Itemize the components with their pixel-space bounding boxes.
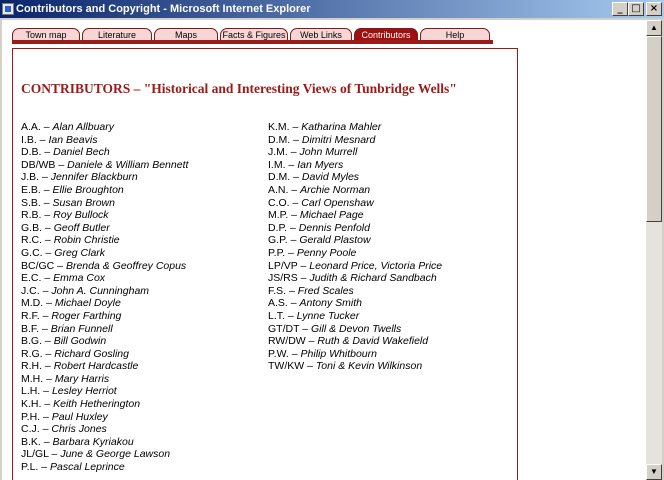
contributor-initials: L.H.	[21, 385, 41, 398]
contributor-name: Dimitri Mesnard	[301, 133, 376, 146]
separator-dash: –	[288, 209, 300, 222]
contributor-name: Penny Poole	[296, 246, 357, 259]
separator-dash: –	[297, 259, 310, 272]
contributor-item	[21, 209, 188, 222]
contributor-initials: B.K.	[21, 435, 41, 448]
separator-dash: –	[289, 121, 302, 133]
separator-dash: –	[39, 309, 52, 322]
contributor-initials: B.F.	[21, 322, 40, 335]
page-content	[2, 20, 646, 480]
contributor-initials: M.D.	[21, 297, 44, 310]
contributor-name: Pascal Leprince	[50, 461, 125, 474]
contributor-item	[21, 398, 188, 411]
contributor-initials: A.N.	[268, 183, 289, 196]
contributor-name: John A. Cunningham	[51, 284, 150, 297]
contributor-initials: S.B.	[21, 196, 41, 209]
contributor-initials: D.B.	[21, 146, 42, 159]
tab-label: Facts & Figures	[222, 30, 286, 40]
contributor-item	[21, 134, 188, 147]
contributor-name: Chris Jones	[51, 423, 107, 436]
page-title: CONTRIBUTORS – "Historical and Interesting Views of Tunbridge Wells"	[21, 81, 457, 96]
separator-dash: –	[286, 284, 298, 297]
separator-dash: –	[40, 183, 53, 196]
contributor-initials: B.G.	[21, 335, 43, 348]
separator-dash: –	[287, 297, 300, 310]
contributor-name: Emma Cox	[53, 272, 106, 285]
separator-dash: –	[287, 146, 300, 159]
contributor-initials: LP/VP	[268, 259, 298, 272]
contributor-name: Bill Godwin	[53, 335, 107, 348]
separator-dash: –	[42, 335, 54, 348]
contributor-initials: J.B.	[21, 171, 40, 184]
window-title: Contributors and Copyright - Microsoft Internet Explorer	[16, 3, 311, 15]
window-title-bar	[0, 0, 664, 18]
separator-dash: –	[41, 146, 54, 159]
contributor-item	[21, 121, 188, 134]
contributor-name: Robert Hardcastle	[53, 360, 139, 373]
contributor-item	[21, 335, 188, 348]
contributor-initials: JL/GL	[21, 448, 49, 461]
contributor-item	[268, 171, 442, 184]
contributor-initials: RW/DW	[268, 335, 306, 348]
contributor-initials: C.O.	[268, 196, 290, 209]
contributor-initials: D.M.	[268, 133, 291, 146]
contributor-initials: DB/WB	[21, 158, 56, 171]
contributor-name: Alan Allbuary	[52, 121, 115, 133]
contributor-name: Daniele & William Bennett	[67, 158, 189, 171]
separator-dash: –	[290, 171, 302, 184]
contributor-name: Philip Whitbourn	[300, 347, 377, 360]
separator-dash: –	[297, 272, 310, 285]
separator-dash: –	[43, 372, 55, 385]
contributor-name: Richard Gosling	[54, 347, 129, 360]
contributor-item	[21, 197, 188, 210]
maximize-icon[interactable]: □	[628, 2, 644, 16]
contributor-initials: R.H.	[21, 360, 42, 373]
contributor-name: Michael Doyle	[54, 297, 121, 310]
vertical-scrollbar[interactable]	[646, 20, 662, 480]
contributor-item	[21, 310, 188, 323]
contributor-item	[21, 146, 188, 159]
contributor-name: John Murrell	[299, 146, 358, 159]
contributor-initials: L.T.	[268, 309, 285, 322]
contributor-name: Ian Beavis	[48, 133, 98, 146]
contributor-name: Barbara Kyriakou	[52, 435, 134, 448]
separator-dash: –	[284, 309, 297, 322]
contributor-name: Robin Christie	[53, 234, 120, 247]
contributor-name: Dennis Penfold	[298, 221, 370, 234]
tab-label: Literature	[97, 30, 137, 40]
contributor-name: Daniel Bech	[53, 146, 110, 159]
contributor-initials: E.B.	[21, 183, 41, 196]
contributor-initials: GT/DT	[268, 322, 300, 335]
contributor-item	[21, 423, 188, 436]
contributor-item	[268, 134, 442, 147]
scroll-thumb[interactable]	[646, 36, 662, 222]
contributor-initials: P.L.	[21, 461, 39, 474]
contributor-initials: JS/RS	[268, 272, 298, 285]
contributor-name: Brenda & Geoffrey Copus	[65, 259, 187, 272]
contributor-initials: R.F.	[21, 309, 40, 322]
contributor-initials: R.B.	[21, 209, 42, 222]
contributor-name: Geoff Butler	[53, 221, 110, 234]
separator-dash: –	[40, 385, 52, 398]
contributor-name: Antony Smith	[299, 297, 362, 310]
contributor-initials: P.H.	[21, 410, 41, 423]
contributor-item	[21, 360, 188, 373]
contributor-initials: D.P.	[268, 221, 288, 234]
tab-label: Maps	[174, 30, 197, 40]
contributor-item	[21, 436, 188, 449]
close-icon[interactable]: ×	[646, 2, 662, 16]
contributor-initials: K.H.	[21, 398, 42, 411]
separator-dash: –	[42, 360, 54, 373]
contributor-name: Ellie Broughton	[52, 183, 124, 196]
contributor-item	[21, 260, 188, 273]
contributors-right-column	[268, 121, 442, 373]
contributor-item	[268, 197, 442, 210]
contributor-name: Roger Farthing	[51, 309, 122, 322]
contributor-initials: G.B.	[21, 221, 43, 234]
contributor-item	[268, 335, 442, 348]
contributor-name: Lynne Tucker	[296, 309, 360, 322]
contributor-item	[268, 310, 442, 323]
separator-dash: –	[287, 221, 299, 234]
separator-dash: –	[39, 423, 52, 436]
contributor-item	[268, 260, 442, 273]
contributor-name: Michael Page	[299, 209, 364, 222]
tab-underline	[12, 40, 493, 44]
separator-dash: –	[40, 196, 53, 209]
separator-dash: –	[42, 246, 55, 259]
contributor-item	[268, 297, 442, 310]
contributor-item	[21, 184, 188, 197]
contributor-item	[21, 171, 188, 184]
contributor-initials: E.C.	[21, 272, 42, 285]
contributor-item	[268, 360, 442, 373]
separator-dash: –	[285, 158, 298, 171]
contributor-name: Ruth & David Wakefield	[317, 335, 429, 348]
contributor-item	[21, 448, 188, 461]
contributor-item	[21, 373, 188, 386]
contributor-item	[21, 222, 188, 235]
contributors-left-column	[21, 121, 188, 474]
contributor-item	[21, 411, 188, 424]
tab-label: Contributors	[361, 30, 411, 40]
contributor-name: David Myles	[301, 171, 360, 184]
contributor-initials: J.C.	[21, 284, 40, 297]
separator-dash: –	[287, 234, 300, 247]
contributor-name: Carl Openshaw	[301, 196, 374, 209]
separator-dash: –	[39, 171, 51, 184]
contributor-name: Susan Brown	[52, 196, 115, 209]
contributor-name: Archie Norman	[300, 183, 371, 196]
contributor-name: Toni & Kevin Wilkinson	[315, 360, 423, 373]
contributor-initials: M.H.	[21, 372, 44, 385]
contributor-initials: BC/GC	[21, 259, 55, 272]
contributor-initials: A.S.	[268, 297, 288, 310]
contributor-name: Mary Harris	[54, 372, 110, 385]
separator-dash: –	[42, 234, 54, 247]
minimize-icon[interactable]: _	[612, 2, 628, 16]
contributor-item	[268, 146, 442, 159]
contributor-name: Jennifer Blackburn	[50, 171, 138, 184]
separator-dash: –	[38, 461, 51, 474]
contributor-item	[268, 159, 442, 172]
contributor-item	[21, 247, 188, 260]
contributor-name: Ian Myers	[297, 158, 344, 171]
separator-dash: –	[42, 221, 54, 234]
contributor-item	[21, 234, 188, 247]
contributor-initials: D.M.	[268, 171, 291, 184]
separator-dash: –	[290, 133, 302, 146]
contributor-initials: TW/KW	[268, 360, 305, 373]
contributor-item	[21, 385, 188, 398]
contributor-initials: J.M.	[268, 146, 288, 159]
separator-dash: –	[285, 246, 297, 259]
contributor-name: Lesley Herriot	[51, 385, 117, 398]
contributor-item	[21, 348, 188, 361]
contributor-initials: R.G.	[21, 347, 43, 360]
contributor-item	[268, 184, 442, 197]
contributor-item	[268, 323, 442, 336]
contributor-initials: P.P.	[268, 246, 286, 259]
contributor-initials: I.M.	[268, 158, 286, 171]
contributor-initials: F.S.	[268, 284, 287, 297]
separator-dash: –	[289, 196, 302, 209]
contributor-item	[21, 461, 188, 474]
separator-dash: –	[39, 284, 52, 297]
contributor-item	[268, 348, 442, 361]
separator-dash: –	[41, 272, 54, 285]
contributor-item	[21, 159, 188, 172]
scroll-down-icon[interactable]: ▼	[646, 464, 662, 480]
separator-dash: –	[42, 347, 55, 360]
separator-dash: –	[55, 158, 68, 171]
contributor-name: Fred Scales	[297, 284, 354, 297]
contributor-initials: C.J.	[21, 423, 40, 436]
contributor-name: June & George Lawson	[60, 448, 171, 461]
scroll-up-icon[interactable]: ▲	[646, 20, 662, 36]
separator-dash: –	[39, 322, 51, 335]
contributor-initials: A.A.	[21, 121, 41, 133]
separator-dash: –	[54, 259, 66, 272]
separator-dash: –	[41, 209, 54, 222]
contributor-item	[21, 297, 188, 310]
contributor-initials: P.W.	[268, 347, 289, 360]
separator-dash: –	[304, 360, 316, 373]
contributor-item	[268, 209, 442, 222]
separator-dash: –	[43, 297, 55, 310]
contributor-name: Gill & Devon Twells	[311, 322, 402, 335]
contributor-initials: K.M.	[268, 121, 290, 133]
contributor-name: Keith Hetherington	[53, 398, 141, 411]
contributor-item	[21, 285, 188, 298]
tab-label: Town map	[25, 30, 67, 40]
separator-dash: –	[48, 448, 61, 461]
separator-dash: –	[299, 322, 311, 335]
separator-dash: –	[40, 410, 52, 423]
tab-label: Web Links	[300, 30, 342, 40]
contributor-name: Katharina Mahler	[301, 121, 382, 133]
tab-label: Help	[445, 30, 465, 40]
separator-dash: –	[40, 121, 53, 133]
separator-dash: –	[288, 347, 301, 360]
ie-app-icon	[2, 3, 14, 15]
contributor-initials: I.B.	[21, 133, 37, 146]
contributor-name: Leonard Price, Victoria Price	[309, 259, 443, 272]
contributor-initials: M.P.	[268, 209, 289, 222]
separator-dash: –	[36, 133, 49, 146]
separator-dash: –	[288, 183, 301, 196]
contributor-initials: G.P.	[268, 234, 288, 247]
contributor-item	[268, 272, 442, 285]
contributor-item	[268, 222, 442, 235]
contributor-initials: G.C.	[21, 246, 43, 259]
contributor-item	[268, 234, 442, 247]
contributor-name: Roy Bullock	[53, 209, 109, 222]
contributor-item	[21, 272, 188, 285]
contributor-item	[268, 285, 442, 298]
separator-dash: –	[40, 435, 53, 448]
contributor-name: Paul Huxley	[51, 410, 108, 423]
separator-dash: –	[305, 335, 318, 348]
contributor-item	[21, 323, 188, 336]
contributor-name: Gerald Plastow	[299, 234, 371, 247]
contributor-item	[268, 121, 442, 134]
contributor-name: Judith & Richard Sandbach	[309, 272, 437, 285]
contributor-initials: R.C.	[21, 234, 42, 247]
contributor-name: Greg Clark	[54, 246, 106, 259]
contributor-item	[268, 247, 442, 260]
separator-dash: –	[41, 398, 54, 411]
contributor-name: Brian Funnell	[50, 322, 113, 335]
